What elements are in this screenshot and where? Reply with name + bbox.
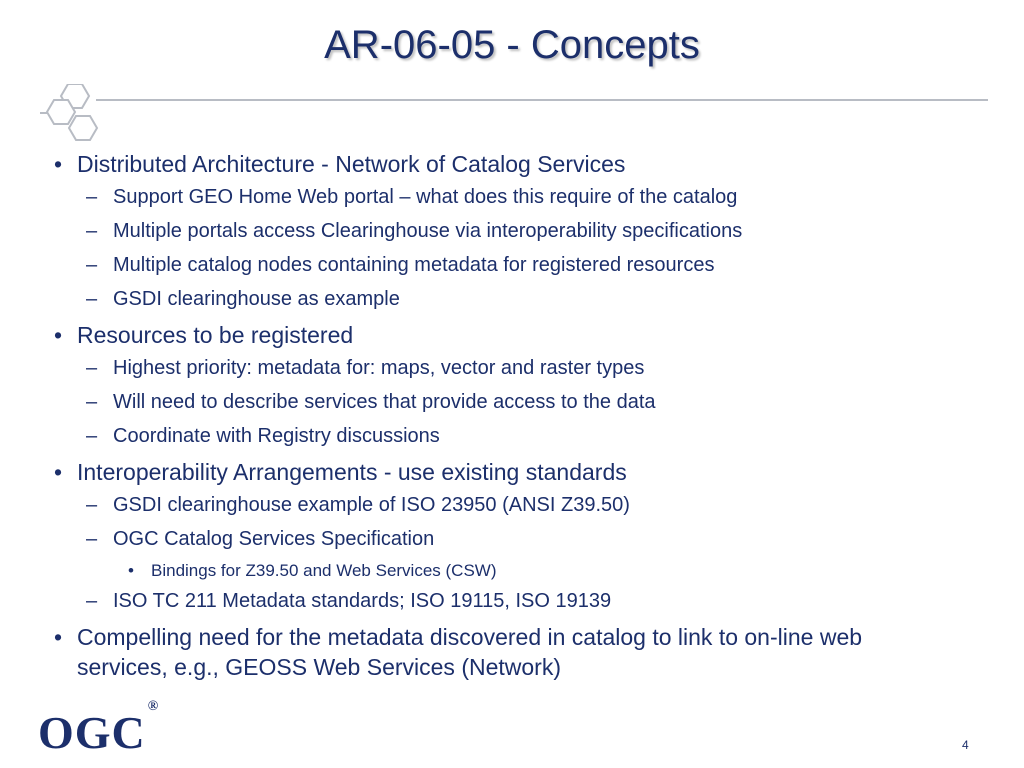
dash-marker: –	[86, 590, 98, 612]
sub-bullet-text: Coordinate with Registry discussions	[113, 425, 440, 447]
sub-bullet-text: Multiple catalog nodes containing metadata for registered resources	[113, 254, 715, 276]
dash-marker: –	[86, 357, 98, 379]
bullet-text: Interoperability Arrangements - use existing standards	[77, 459, 627, 485]
bullet-item	[50, 149, 950, 179]
bullet-marker: •	[54, 322, 63, 348]
dash-marker: –	[86, 220, 98, 242]
bullet-marker: •	[128, 561, 134, 580]
sub-bullet-item	[50, 218, 950, 244]
sub-bullet-item	[50, 252, 950, 278]
sub-bullet-item	[50, 355, 950, 381]
sub-bullet-text: ISO TC 211 Metadata standards; ISO 19115, ISO 19139	[113, 590, 612, 612]
sub-bullet-text: GSDI clearinghouse example of ISO 23950 (ANSI Z39.50)	[113, 494, 630, 516]
header-rule	[96, 99, 988, 101]
ogc-logo-text: OGC	[38, 707, 146, 758]
bullet-marker: •	[54, 624, 63, 650]
bullet-item	[50, 622, 950, 682]
dash-marker: –	[86, 391, 98, 413]
sub-bullet-text: Will need to describe services that provide access to the data	[113, 391, 656, 413]
registered-mark: ®	[147, 698, 160, 714]
sub-bullet-item	[50, 492, 950, 518]
dash-marker: –	[86, 425, 98, 447]
bullet-item	[50, 457, 950, 487]
sub-sub-bullet-text: Bindings for Z39.50 and Web Services (CSW)	[151, 561, 497, 580]
sub-bullet-item	[50, 526, 950, 552]
sub-bullet-text: Highest priority: metadata for: maps, vector and raster types	[113, 357, 645, 379]
sub-bullet-item	[50, 588, 950, 614]
sub-bullet-text: OGC Catalog Services Specification	[113, 528, 435, 550]
bullet-text: Compelling need for the metadata discovered in catalog to link to on-line web services, e.g., GEOSS Web Services (Network)	[77, 624, 863, 680]
dash-marker: –	[86, 494, 98, 516]
sub-bullet-item	[50, 184, 950, 210]
sub-bullet-text: Support GEO Home Web portal – what does this require of the catalog	[113, 186, 738, 208]
dash-marker: –	[86, 288, 98, 310]
sub-bullet-item	[50, 423, 950, 449]
bullet-marker: •	[54, 151, 63, 177]
hexagon-cluster-icon	[38, 84, 102, 144]
bullet-text: Resources to be registered	[77, 322, 354, 348]
bullet-text: Distributed Architecture - Network of Catalog Services	[77, 151, 626, 177]
bullet-marker: •	[54, 459, 63, 485]
dash-marker: –	[86, 254, 98, 276]
bullet-list	[50, 146, 950, 684]
dash-marker: –	[86, 528, 98, 550]
sub-bullet-text: GSDI clearinghouse as example	[113, 288, 400, 310]
slide-title: AR-06-05 - Concepts	[324, 23, 700, 67]
ogc-logo	[38, 698, 160, 759]
sub-bullet-text: Multiple portals access Clearinghouse via interoperability specifications	[113, 220, 743, 242]
sub-bullet-item	[50, 286, 950, 312]
dash-marker: –	[86, 186, 98, 208]
sub-bullet-item	[50, 389, 950, 415]
sub-sub-bullet-item	[50, 560, 950, 582]
page-number: 4	[962, 738, 969, 752]
bullet-item	[50, 320, 950, 350]
